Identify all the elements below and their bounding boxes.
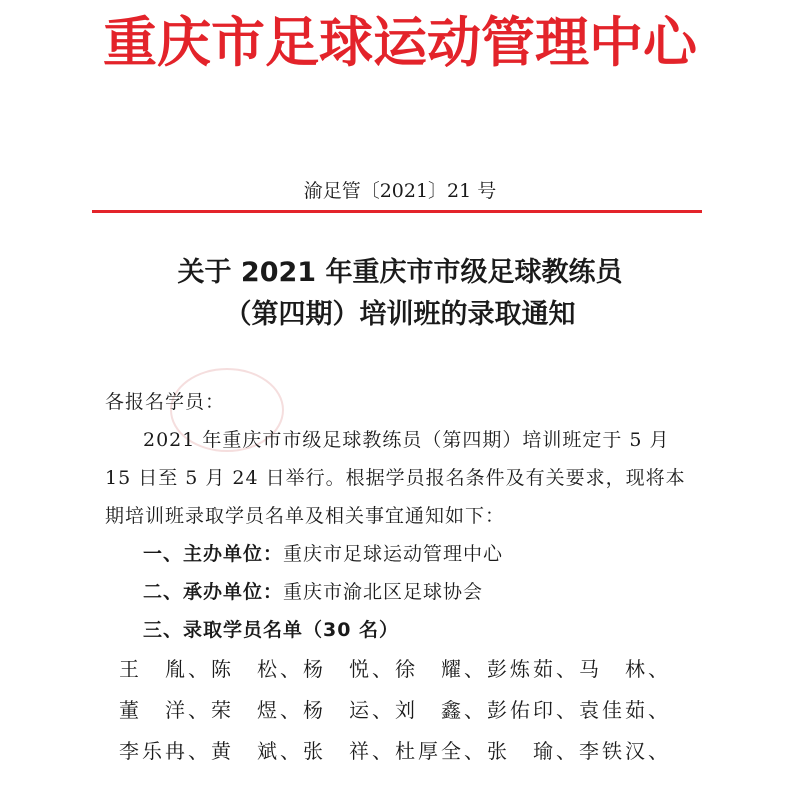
admitted-names-list xyxy=(119,649,695,772)
names-row: 王 胤、陈 松、杨 悦、徐 耀、彭炼茹、马 林、 xyxy=(119,657,671,681)
salutation: 各报名学员： xyxy=(105,391,226,413)
item-value: 重庆市足球运动管理中心 xyxy=(283,543,504,565)
title-line-1: 关于 2021 年重庆市市级足球教练员 xyxy=(177,257,623,288)
item-label: 一、主办单位： xyxy=(143,543,284,565)
item-organizer xyxy=(105,535,695,573)
document-body xyxy=(105,383,695,772)
document-number: 渝足管〔2021〕21 号 xyxy=(303,180,497,202)
item-label: 二、承办单位： xyxy=(143,581,284,603)
names-row: 董 洋、荣 煜、杨 运、刘 鑫、彭佑印、袁佳茹、 xyxy=(119,698,671,722)
names-row: 李乐冉、黄 斌、张 祥、杜厚全、张 瑜、李铁汉、 xyxy=(119,739,671,763)
item-label: 三、录取学员名单（30 名） xyxy=(143,619,400,641)
item-admitted-list xyxy=(105,611,695,649)
document-title xyxy=(0,252,800,336)
red-divider-line xyxy=(92,210,702,213)
intro-paragraph: 2021 年重庆市市级足球教练员（第四期）培训班定于 5 月 15 日至 5 月 24 日举行。根据学员报名条件及有关要求，现将本期培训班录取学员名单及相关事宜通知如下： xyxy=(105,429,686,527)
agency-name-header: 重庆市足球运动管理中心 xyxy=(103,11,697,74)
item-host xyxy=(105,573,695,611)
item-value: 重庆市渝北区足球协会 xyxy=(283,581,484,603)
title-line-2: （第四期）培训班的录取通知 xyxy=(224,299,576,330)
